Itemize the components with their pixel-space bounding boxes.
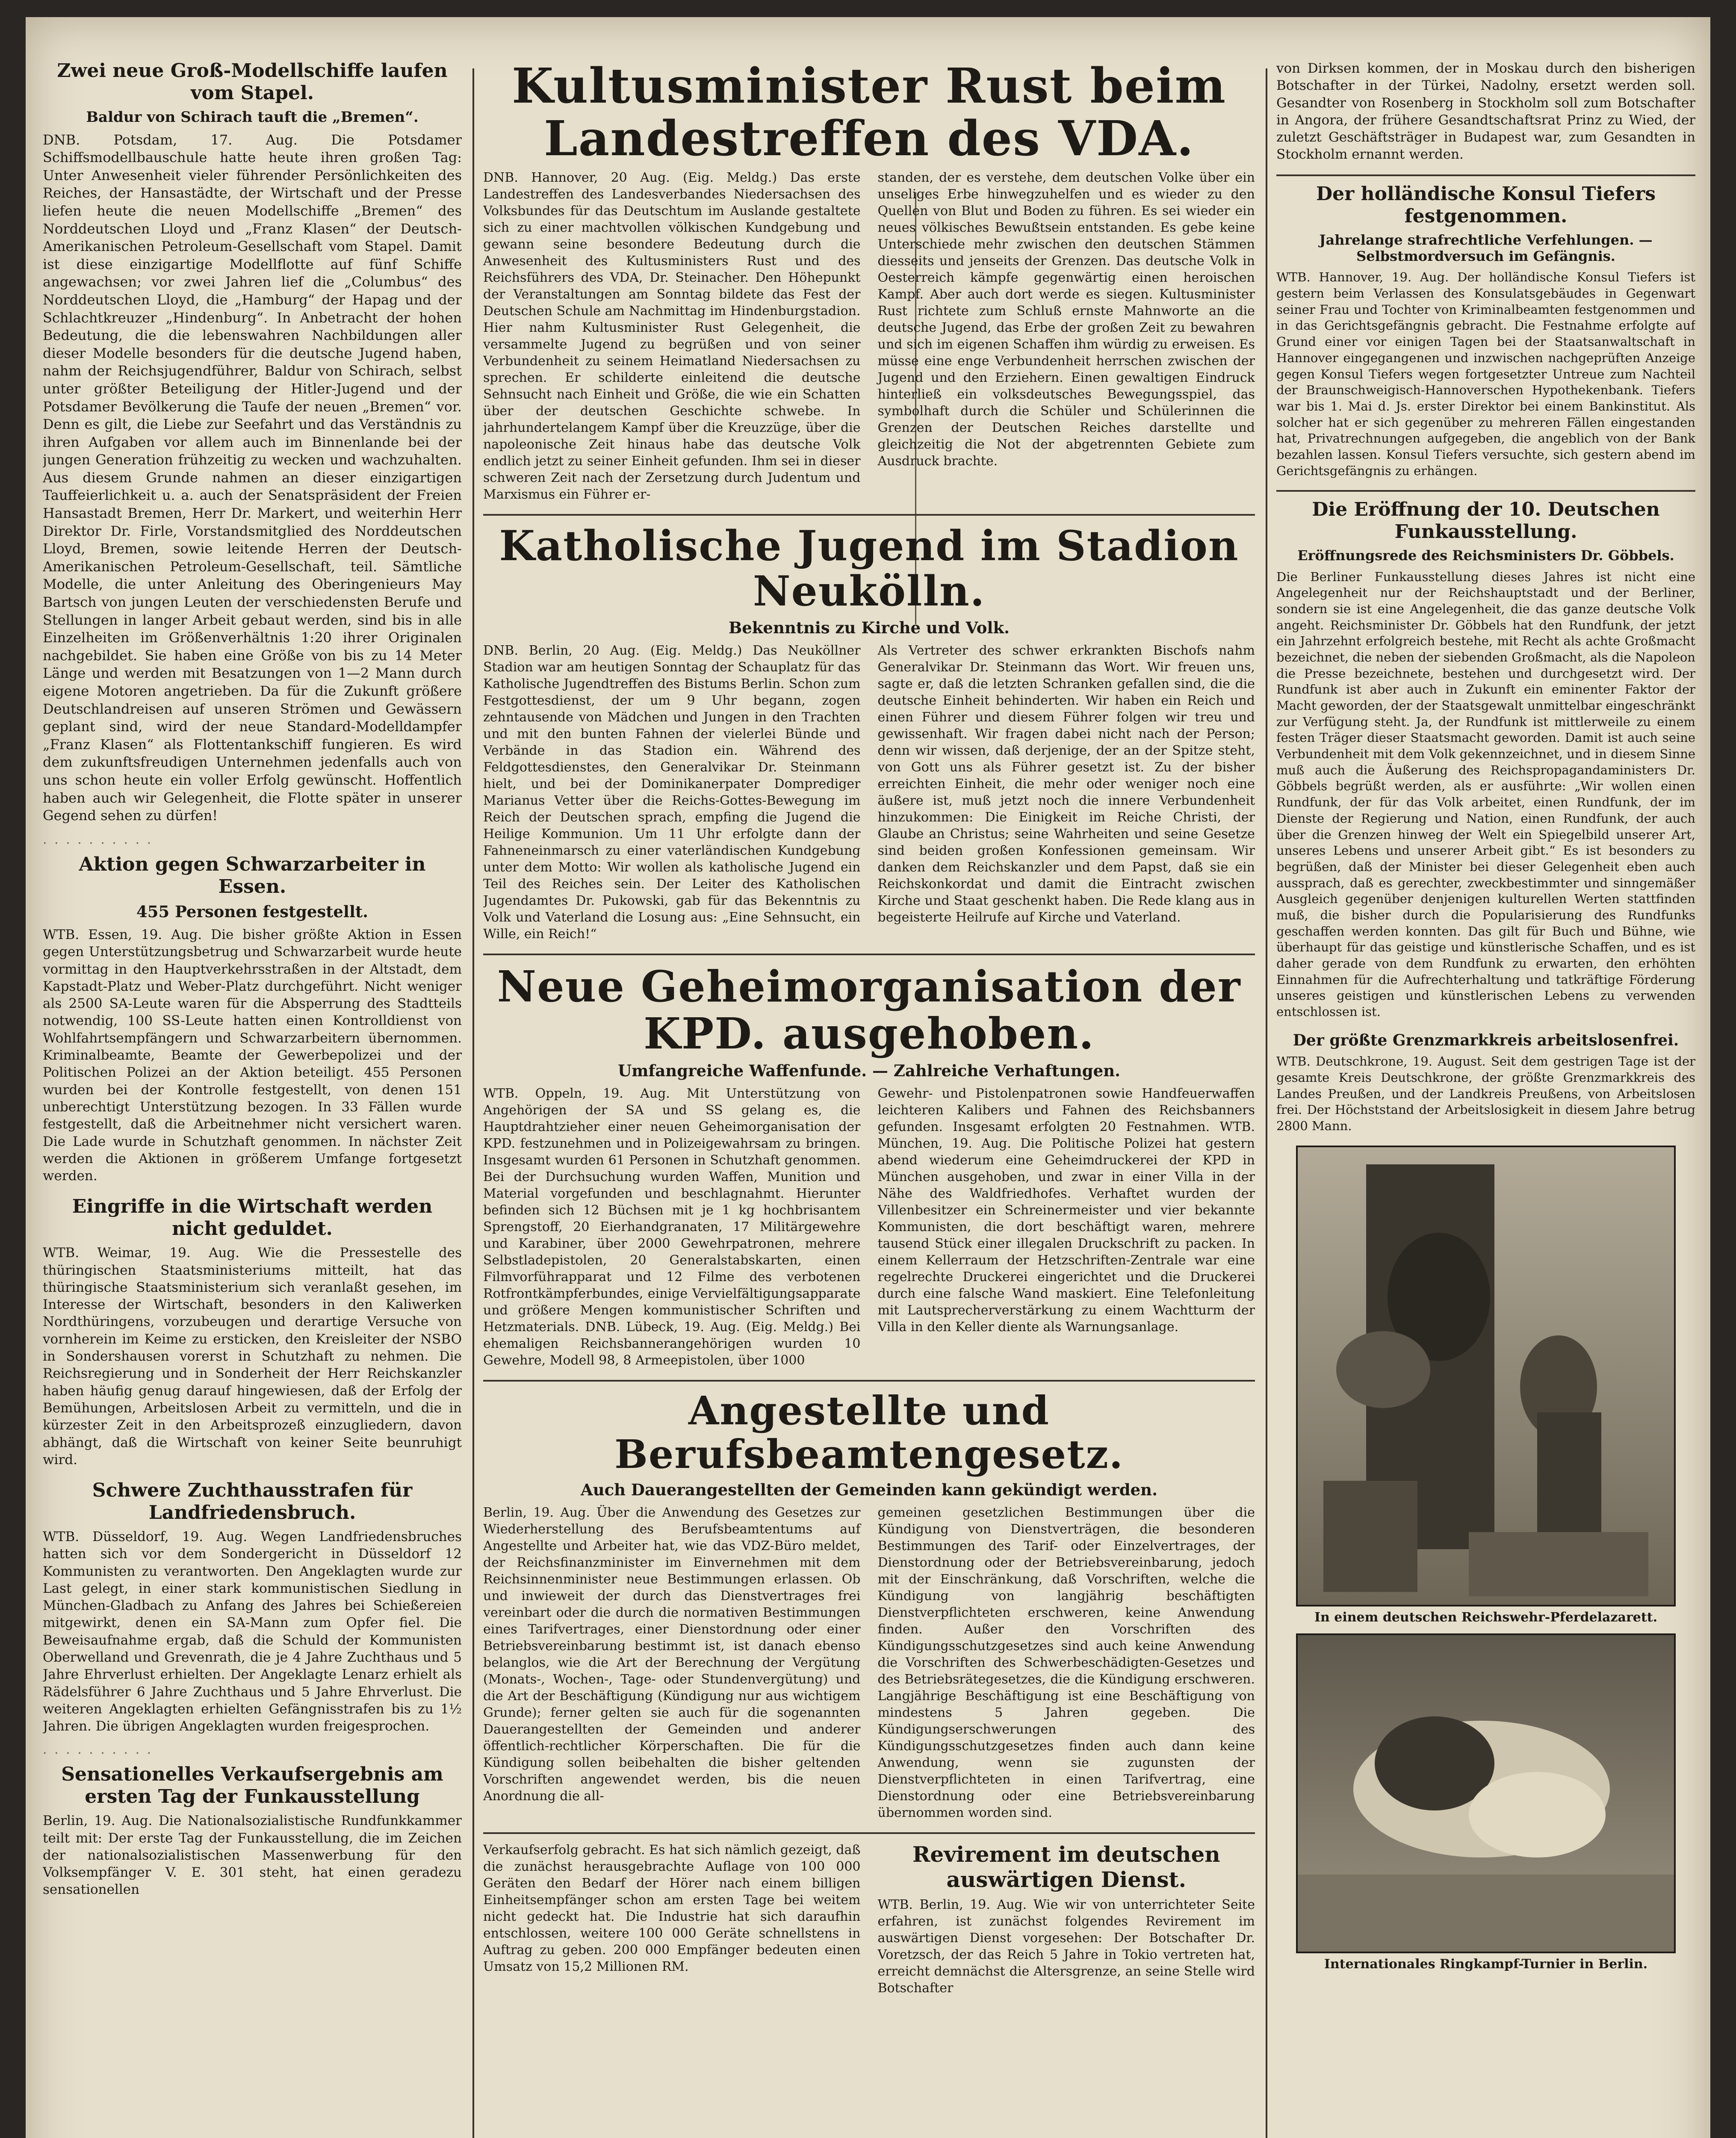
subheadline: Auch Dauerangestellten der Gemeinden kann gekündigt werden.	[581, 1480, 1157, 1499]
article-berufsbeamtengesetz	[483, 1389, 1255, 1821]
article-body: Berlin, 19. Aug. Die Nationalsozialistische Rundfunkkammer teilt mit: Der erste Tag der Funkausstellung, die im Zeichen der nationalsozialistischen Massenwerbung für den Volksempfänger V. E. 301 steht, hat einen geradezu sensationellen	[43, 1813, 462, 1898]
headline: Die Eröffnung der 10. Deutschen Funkausstellung.	[1312, 499, 1660, 543]
article-schwarzarbeiter	[43, 853, 462, 1185]
article-columns	[483, 1085, 1255, 1369]
separator-rule	[483, 954, 1255, 955]
photo-ringkampf	[1296, 1633, 1676, 1953]
headline: Der größte Grenzmarkkreis arbeitslosenfrei.	[1293, 1031, 1679, 1049]
article-body-left: WTB. Oppeln, 19. Aug. Mit Unterstützung von Angehörigen der SA und SS gelang es, die Hauptdrahtzieher einer neuen Geheimorganisation der KPD. festzunehmen und in Polizeigewahrsam zu bringen. Insgesamt wurden 61 Personen in Schutzhaft genommen. Bei der Durchsuchung wurden Waffen, Munition und Material vorgefunden und beschlagnahmt. Hierunter befinden sich 12 Büchsen mit je 1 kg hochbrisantem Sprengstoff, 20 Eierhandgranaten, 17 Militärgewehre und Karabiner, über 2000 Gewehrpatronen, mehrere Selbstladepistolen, 20 Generalstabskarten, einen Filmvorführapparat und 12 Filme des verbotenen Rotfrontkämpferbundes, einige Vervielfältigungsapparate und größere Mengen kommunistischer Schriften und Hetzmaterials. DNB. Lübeck, 19. Aug. (Eig. Meldg.) Bei ehemaligen Reichsbannerangehörigen wurden 10 Gewehre, Modell 98, 8 Armeepistolen, über 1000	[483, 1086, 861, 1368]
article-grenzmarkkreis	[1276, 1031, 1695, 1134]
separator-rule	[1276, 490, 1695, 492]
article-body-right: standen, der es verstehe, dem deutschen Volke über ein unseliges Erbe hinwegzuhelfen und es wieder zu den Quellen von Blut und Boden zu führen. Es sei wieder ein neues völkisches Bewußtsein entstanden. Es gebe keine Unterschiede mehr zwischen den deutschen Stämmen diesseits und jenseits der Grenzen. Das deutsche Volk in Oesterreich kämpfe gegenwärtig einen heroischen Kampf. Aber auch dort werde es siegen. Kultusminister Rust richtete zum Schluß ernste Mahnworte an die deutsche Jugend, das Erbe der großen Zeit zu bewahren und sich im eigenen Schaffen ihm würdig zu erweisen. Es müsse eine enge Verbundenheit herrschen zwischen der Jugend und den Erziehern. Einen gewaltigen Eindruck hinterließ ein volksdeutsches Bewegungsspiel, das symbolhaft durch die Schüler und Schülerinnen die Grenzen der Deutschen Reiches darstellte und gleichzeitig die Not der abgetrennten Gebiete zum Ausdruck brachte.	[877, 170, 1255, 469]
subheadline: Jahrelange strafrechtliche Verfehlungen. — Selbstmordversuch im Gefängnis.	[1319, 231, 1653, 264]
article-funkausstellung	[1276, 499, 1695, 1020]
article-eingriffe-wirtschaft	[43, 1196, 462, 1468]
article-columns	[483, 642, 1255, 942]
photo-caption: In einem deutschen Reichswehr-Pferdelazarett.	[1314, 1609, 1658, 1625]
headline: Zwei neue Groß-Modellschiffe laufen vom Stapel.	[57, 60, 448, 104]
subheadline: Eröffnungsrede des Reichsministers Dr. Göbbels.	[1297, 547, 1674, 564]
headline: Revirement im deutschen auswärtigen Dienst.	[912, 1842, 1220, 1893]
photo-image	[1298, 1147, 1674, 1605]
headline: Sensationelles Verkaufsergebnis am ersten Tag der Funkausstellung	[61, 1763, 443, 1808]
article-body: Die Berliner Funkausstellung dieses Jahres ist nicht eine Angelegenheit nur der Reichshauptstadt und der Berliner, sondern sie ist eine Angelegenheit, die das ganze deutsche Volk angeht. Reichsminister Dr. Göbbels hat den Rundfunk, der jetzt ein Jahrzehnt erfolgreich bestehe, mit Recht als achte Großmacht bezeichnet, die neben der siebenden Großmacht, als die Napoleon die Presse bezeichnete, bestehen und durchgesetzt wird. Der Rundfunk ist aber auch in Zukunft ein eminenter Faktor der Macht geworden, der der Staatsgewalt unmittelbar eingeschränkt zur Verfügung steht. Ja, der Rundfunk ist mittlerweile zu einem festen Träger dieser Staatsmacht geworden. Damit ist auch seine Verbundenheit mit dem Volk gekennzeichnet, und in diesem Sinne muß auch die Äußerung des Reichspropagandaministers Dr. Göbbels begrüßt werden, als er ausführte: „Wir wollen einen Rundfunk, der für das Volk arbeitet, einen Rundfunk, der im Dienste der Regierung und Nation, einen Rundfunk, der auch über die Grenzen hinweg der Welt ein Spiegelbild unserer Art, unseres Lebens und unserer Arbeit gibt.“ Es ist besonders zu begrüßen, daß der Minister bei dieser Gelegenheit eben auch aussprach, daß es gerechter, zweckbestimmter und sinngemäßer Ausgleich gegenüber denjenigen kulturellen Werten stattfinden muß, die bisher durch die Popularisierung des Rundfunks geschaffen werden konnten. Das gilt für Buch und Bühne, wie überhaupt für das geistige und künstlerische Schaffen, und es ist daher gerade von dem Rundfunk zu erwarten, den erhöhten Einnahmen für die Aufrechterhaltung und tatkräftige Förderung unseres geistigen und künstlerischen Lebens zu verwenden entschlossen ist.	[1276, 569, 1695, 1019]
headline: Katholische Jugend im Stadion Neukölln.	[499, 522, 1239, 615]
photo-image	[1298, 1635, 1674, 1952]
separator-rule	[483, 514, 1255, 516]
headline: Schwere Zuchthausstrafen für Landfriedensbruch.	[92, 1479, 413, 1524]
article-konsul-tiefers	[1276, 183, 1695, 479]
article-body: DNB. Potsdam, 17. Aug. Die Potsdamer Schiffsmodellbauschule hatte heute ihren großen Tag: Unter Anwesenheit vieler führender Persönlichkeiten des Reiches, der Hansastädte, der Wirtschaft und der Presse liefen heute die neuen Modellschiffe „Bremen“ des Norddeutschen Lloyd und „Franz Klasen“ der Deutsch-Amerikanischen Petroleum-Gesellschaft vom Stapel. Damit ist diese einzigartige Modellflotte auf fünf Schiffe angewachsen; vor zwei Jahren lief die „Columbus“ des Norddeutschen Lloyd, die „Hamburg“ der Hapag und der Schlachtkreuzer „Hindenburg“. In Anbetracht der hohen Bedeutung, die die lebenswahren Nachbildungen aller dieser Modelle besonders für die deutsche Jugend haben, nahm der Reichsjugendführer, Baldur von Schirach, selbst unter größter Beteiligung der Hitler-Jugend und der Potsdamer Bevölkerung die Taufe der neuen „Bremen“ vor. Denn es gilt, die Liebe zur Seefahrt und das Verständnis zu ihren Aufgaben vor allem auch im Binnenlande bei der jungen Generation frühzeitig zu wecken und wachzuhalten. Aus diesem Grunde nahmen an dieser einzigartigen Tauffeierlichkeit u. a. auch der Senatspräsident der Freien Hansastadt Bremen, Herr Dr. Markert, und weiterhin Herr Direktor Dr. Firle, Vorstandsmitglied des Norddeutschen Lloyd, Bremen, sowie leitende Herren der Deutsch-Amerikanischen Petroleum-Gesellschaft, teil. Sämtliche Modelle, die unter Anleitung des Oberingenieurs May Bartsch von jungen Leuten der verschiedensten Berufe und Stellungen in langer Arbeit gebaut werden, sind bis in alle Einzelheiten im Größenverhältnis 1:20 ihrer Originalen nachgebildet. Sie haben eine Größe von bis zu 14 Meter Länge und werden mit Besatzungen von 1—2 Mann durch eigene Motoren angetrieben. Da für die Zukunft größere Deutschlandreisen auf unseren Strömen und Gewässern geplant sind, wird der neue Standard-Modelldampfer „Franz Klasen“ als Flottentankschiff fungieren. Es wird dem zukunftsfreudigen Unternehmen jedenfalls auch von uns schon heute ein voller Erfolg gewünscht. Hoffentlich haben auch wir Gelegenheit, die Flotte später in unserer Gegend sehen zu dürfen!	[43, 131, 462, 824]
right-column	[1276, 60, 1695, 2138]
subheadline: Umfangreiche Waffenfunde. — Zahlreiche Verhaftungen.	[617, 1061, 1121, 1080]
separator-rule	[1276, 174, 1695, 176]
article-body-right: Gewehr- und Pistolenpatronen sowie Handfeuerwaffen leichteren Kalibers und Fahnen des Reichsbanners gefunden. Insgesamt erfolgten 20 Festnahmen. WTB. München, 19. Aug. Die Politische Polizei hat gestern abend wiederum eine Geheimdruckerei der KPD in München ausgehoben, und zwar in einer Villa in der Nähe des Waldfriedhofes. Verhaftet wurden der Villenbesitzer ein Schreinermeister und vier bekannte Kommunisten, die dort beschäftigt waren, mehrere tausend Stück einer illegalen Druckschrift zu packen. In einem Kellerraum der Hetzschriften-Zentrale war eine regelrechte Druckerei eingerichtet und die Druckerei durch eine falsche Wand maskiert. Eine Telefonleitung mit Lautsprecherverstärkung zu einem Wachtturm der Villa in den Keller diente als Warnungsanlage.	[877, 1086, 1255, 1335]
bottom-row	[483, 1842, 1255, 1996]
article-body: WTB. Hannover, 19. Aug. Der holländische Konsul Tiefers ist gestern beim Verlassen des Konsulatsgebäudes in Gegenwart seiner Frau und Tochter von Kriminalbeamten festgenommen und in das Gerichtsgefängnis gebracht. Die Festnahme erfolgte auf Grund einer vor einigen Tagen bei der Staatsanwaltschaft in Hannover eingegangenen und inzwischen nachgeprüften Anzeige gegen Konsul Tiefers wegen fortgesetzter Untreue zum Nachteil der Braunschweigisch-Hannoverschen Hypothekenbank. Tiefers war bis 1. Mai d. Js. erster Direktor bei einem Bankinstitut. Als solcher hat er sich gegenüber zu mehreren Fällen eingestanden hat, Privatrechnungen aufgegeben, die angeblich von der Bank bezahlen lassen. Konsul Tiefers versuchte, sich gestern abend im Gerichtsgefängnis zu erhängen.	[1276, 270, 1695, 478]
column-rule-left	[472, 68, 474, 2138]
separator: · · · · · · · · · ·	[43, 836, 153, 851]
separator-rule	[483, 1380, 1255, 1382]
separator-rule	[483, 1832, 1255, 1834]
headline: Der holländische Konsul Tiefers festgenommen.	[1316, 183, 1656, 227]
subheadline: Baldur von Schirach tauft die „Bremen“.	[86, 108, 419, 126]
article-body-right: Als Vertreter des schwer erkrankten Bischofs nahm Generalvikar Dr. Steinmann das Wort. Wir freuen uns, sagte er, daß die letzten Schranken gefallen sind, die die deutsche Einheit behinderten. Wir haben ein Reich und einen Führer und diesem Führer folgen wir treu und gewissenhaft. Wir fragen dabei nicht nach der Person; denn wir wissen, daß derjenige, der an der Spitze steht, von Gott uns als Führer gesetzt ist. Zu der bisher erreichten Einheit, die mehr oder weniger noch eine äußere ist, muß jetzt noch die innere Verbundenheit hinzukommen: Die Einigkeit im Reiche Christi, der Glaube an Christus; seine Wahrheiten und seine Gesetze sind beiden großen Konfessionen gemeinsam. Wir danken dem Reichskanzler und dem Papst, daß sie ein Reichskonkordat und damit die Eintracht zwischen Kirche und Staat geschenkt haben. Die Rede klang aus in begeisterte Heilrufe auf Kirche und Vaterland.	[877, 643, 1255, 925]
article-body-verkaufserfolg: Verkaufserfolg gebracht. Es hat sich nämlich gezeigt, daß die zunächst herausgebrachte Auflage von 100 000 Geräten den Bedarf der Hörer nach einem billigen Einheitsempfänger schon am ersten Tage bei weitem nicht gedeckt hat. Die Industrie hat sich daraufhin entschlossen, weitere 100 000 Geräte schnellstens in Auftrag zu geben. 200 000 Empfänger bedeuten einen Umsatz von 15,2 Millionen RM.	[483, 1843, 861, 1975]
article-columns	[483, 1504, 1255, 1821]
article-body-left: DNB. Hannover, 20 Aug. (Eig. Meldg.) Das erste Landestreffen des Landesverbandes Niedersachsen des Volksbundes für das Deutschtum im Auslande gestaltete sich zu einer machtvollen völkischen Kundgebung und gewann seine besondere Bedeutung durch die Anwesenheit des Kultusministers Rust und des Reichsführers des VDA, Dr. Steinacher. Den Höhepunkt der Veranstaltungen am Sonntag bildete das Fest der Deutschen Schule am Nachmittag im Hindenburgstadion. Hier nahm Kultusminister Rust Gelegenheit, die versammelte Jugend zu begrüßen und von seiner Verbundenheit zu seinem Heimatland Niedersachsen zu sprechen. Er schilderte einleitend die deutsche Sehnsucht nach Einheit und Größe, die wie ein Schatten über der deutschen Geschichte schwebe. In jahrhundertelangem Kampf über die Kreuzzüge, über die napoleonische Zeit hinaus habe das deutsche Volk endlich jetzt zu seiner Einheit gefunden. Ihm sei in dieser schweren Zeit nach der Zersetzung durch Judentum und Marxismus ein Führer er-	[483, 170, 861, 502]
headline: Angestellte und Berufsbeamtengesetz.	[614, 1388, 1124, 1477]
article-body: WTB. Weimar, 19. Aug. Wie die Pressestelle des thüringischen Staatsministeriums mitteilt, hat das thüringische Staatsministerium sich veranlaßt gesehen, im Interesse der Wirtschaft, besonders in den Kaliwerken Nordthüringens, vorzubeugen und derartige Versuche von vornherein im Keime zu ersticken, den Kreisleiter der NSBO in Sondershausen vorerst in Schutzhaft zu nehmen. Die Reichsregierung und in Sonderheit der Herr Reichskanzler haben häufig genug darauf hingewiesen, daß der Erfolg der Bemühungen, Arbeitslosen Arbeit zu vermitteln, und die in kürzester Zeit in den Arbeitsprozeß einzugliedern, davon abhängt, daß die Wirtschaft von keiner Seite beunruhigt wird.	[43, 1245, 462, 1468]
subheadline: 455 Personen festgestellt.	[136, 902, 369, 921]
article-zuchthausstrafen	[43, 1479, 462, 1735]
article-verkaufsergebnis	[43, 1763, 462, 1898]
headline: Aktion gegen Schwarzarbeiter in Essen.	[79, 853, 426, 898]
separator: · · · · · · · · · ·	[43, 1746, 153, 1761]
column-rule-right	[1266, 68, 1267, 2138]
headline: Neue Geheimorganisation der KPD. ausgehoben.	[497, 961, 1241, 1059]
article-body: WTB. Essen, 19. Aug. Die bisher größte Aktion in Essen gegen Unterstützungsbetrug und Schwarzarbeit wurde heute vormittag in den Hauptverkehrsstraßen in der Altstadt, dem Kapstadt-Platz und Weber-Platz durchgeführt. Nicht weniger als 2500 SA-Leute waren für die Absperrung des Stadtteils notwendig, 100 SS-Leute hatten einen Kontrolldienst von Wohlfahrtsempfängern und Schwarzarbeitern übernommen. Kriminalbeamte, Beamte der Gewerbepolizei und der Politischen Polizei an der Aktion beteiligt. 455 Personen wurden bei der Kontrolle festgestellt, von denen 151 unberechtigt Unterstützung bezogen. In 33 Fällen wurde festgestellt, daß die Arbeitnehmer nicht versichert waren. Die Lade wurde in Schutzhaft genommen. In nächster Zeit werden die Aktionen in größerem Umfange fortgesetzt werden.	[43, 927, 462, 1184]
article-body-left: Berlin, 19. Aug. Über die Anwendung des Gesetzes zur Wiederherstellung des Berufsbeamtentums auf Angestellte und Arbeiter hat, wie das VDZ-Büro meldet, der Reichsfinanzminister im Einvernehmen mit dem Reichsinnenminister neue Bestimmungen erlassen. Ob und inwieweit der durch das Dienstvertrages frei vereinbart oder die durch die normativen Bestimmungen eines Tarifvertrages, einer Dienstordnung oder einer Betriebsvereinbarung bestimmt ist, ist danach ebenso belanglos, wie die Art der Berechnung der Vergütung (Monats-, Wochen-, Tage- oder Stundenvergütung) und die Art der Beschäftigung (Kündigung nur aus wichtigem Grunde); ferner gelten sie auch für die sogenannten Dauerangestellten der Gemeinden und anderer öffentlich-rechtlicher Körperschaften. Die für die Kündigung sollen beibehalten die bisher geltenden Vorschriften angewendet werden, bis die neuen Anordnung die all-	[483, 1505, 861, 1804]
article-body: WTB. Deutschkrone, 19. August. Seit dem gestrigen Tage ist der gesamte Kreis Deutschkrone, der größte Grenzmarkkreis des Landes Preußen, und der Landkreis Preußens, von Arbeitslosen frei. Der Höchststand der Arbeitslosigkeit in diesem Jahre betrug 2800 Mann.	[1276, 1054, 1695, 1133]
subheadline: Bekenntnis zu Kirche und Volk.	[728, 618, 1010, 637]
article-kultusminister-rust	[483, 60, 1255, 503]
article-revirement-continued	[1276, 60, 1695, 163]
article-body: von Dirksen kommen, der in Moskau durch den bisherigen Botschafter in der Türkei, Nadolny, ersetzt werden soll. Gesandter von Rosenberg in Stockholm soll zum Botschafter in Angora, der frühere Gesandtschaftsrat Prinz zu Wied, der zuletzt Geschäftsträger in Budapest war, zum Gesandten in Stockholm ernannt werden.	[1276, 61, 1695, 162]
article-modellschiffe	[43, 60, 462, 825]
photo-pferdelazarett	[1296, 1146, 1676, 1606]
article-body-left: DNB. Berlin, 20 Aug. (Eig. Meldg.) Das Neuköllner Stadion war am heutigen Sonntag der Schauplatz für das Katholische Jugendtreffen des Bistums Berlin. Schon zum Festgottesdienst, der um 9 Uhr begann, zogen zehntausende von Mädchen und Jungen in den Trachten und mit den bunten Fahnen der vielerlei Bünde und Verbände in das Stadion ein. Während des Feldgottesdienstes, den Generalvikar Dr. Steinmann hielt, und bei der Dominikanerpater Domprediger Marianus Vetter über die Reichs-Gottes-Bewegung im Reich der Deutschen sprach, empfing die Jugend die Heilige Kommunion. Um 11 Uhr erfolgte dann der Fahneneinmarsch zu einer vaterländischen Kundgebung unter dem Motto: Wir wollen als katholische Jugend ein Teil des Reiches sein. Der Leiter des Katholischen Jugendamtes Dr. Pukowski, gab für das Bekenntnis zu Volk und Vaterland die Losung aus: „Eine Sehnsucht, ein Wille, ein Reich!“	[483, 643, 861, 942]
left-column	[43, 60, 462, 2138]
article-revirement	[878, 1842, 1255, 1996]
article-body-right: gemeinen gesetzlichen Bestimmungen über die Kündigung von Dienstverträgen, die besonderen Bestimmungen des Tarif- oder Einzelvertrages, der Dienstordnung oder der Betriebsvereinbarung, jedoch mit der Einschränkung, daß Vorschriften, welche die Kündigung von langjährig beschäftigten Dienstverpflichteten erschweren, keine Anwendung finden. Außer den Vorschriften des Kündigungsschutzgesetzes sind auch keine Anwendung die Vorschriften des Schwerbeschädigten-Gesetzes und des Betriebsrätegesetzes, die die Kündigung erschweren. Langjährige Beschäftigung ist eine Beschäftigung von mindestens 5 Jahren gegeben. Die Kündigungserschwerungen des Kündigungsschutzgesetzes finden auch dann keine Anwendung, wenn sie zugunsten der Dienstverpflichteten in einen Tarifvertrag, eine Dienstordnung oder eine Betriebsvereinbarung übernommen worden sind.	[877, 1505, 1255, 1821]
photo-caption: Internationales Ringkampf-Turnier in Berlin.	[1324, 1956, 1648, 1972]
newspaper-page	[26, 17, 1710, 2138]
article-columns	[483, 169, 1255, 503]
article-body: WTB. Berlin, 19. Aug. Wie wir von unterrichteter Seite erfahren, ist zunächst folgendes Revirement im auswärtigen Dienst vorgesehen: Der Botschafter Dr. Voretzsch, der das Reich 5 Jahre in Tokio vertreten hat, erreicht demnächst die Altersgrenze, an seine Stelle wird Botschafter	[877, 1897, 1255, 1996]
headline: Eingriffe in die Wirtschaft werden nicht geduldet.	[72, 1196, 433, 1240]
headline: Kultusminister Rust beim Landestreffen des VDA.	[511, 60, 1227, 167]
article-katholische-jugend	[483, 523, 1255, 942]
article-geheimorganisation-kpd	[483, 963, 1255, 1369]
center-column	[483, 60, 1255, 2138]
article-body: WTB. Düsseldorf, 19. Aug. Wegen Landfriedensbruches hatten sich vor dem Sondergericht in Düsseldorf 12 Kommunisten zu verantworten. Den Angeklagten wurde zur Last gelegt, in einer stark kommunistischen Siedlung in München-Gladbach zu Anfang des Jahres bei Schießereien mitgewirkt, denen ein SA-Mann zum Opfer fiel. Die Beweisaufnahme ergab, daß die Schuld der Kommunisten Oberwelland und Grevenrath, die je 4 Jahre Zuchthaus und 5 Jahre Ehrverlust erhielten. Der Angeklagte Lenarz erhielt als Rädelsführer 6 Jahre Zuchthaus und 5 Jahre Ehrverlust. Die weiteren Angeklagten erhielten Gefängnisstrafen bis zu 1½ Jahren. Die übrigen Angeklagten wurden freigesprochen.	[43, 1529, 462, 1734]
